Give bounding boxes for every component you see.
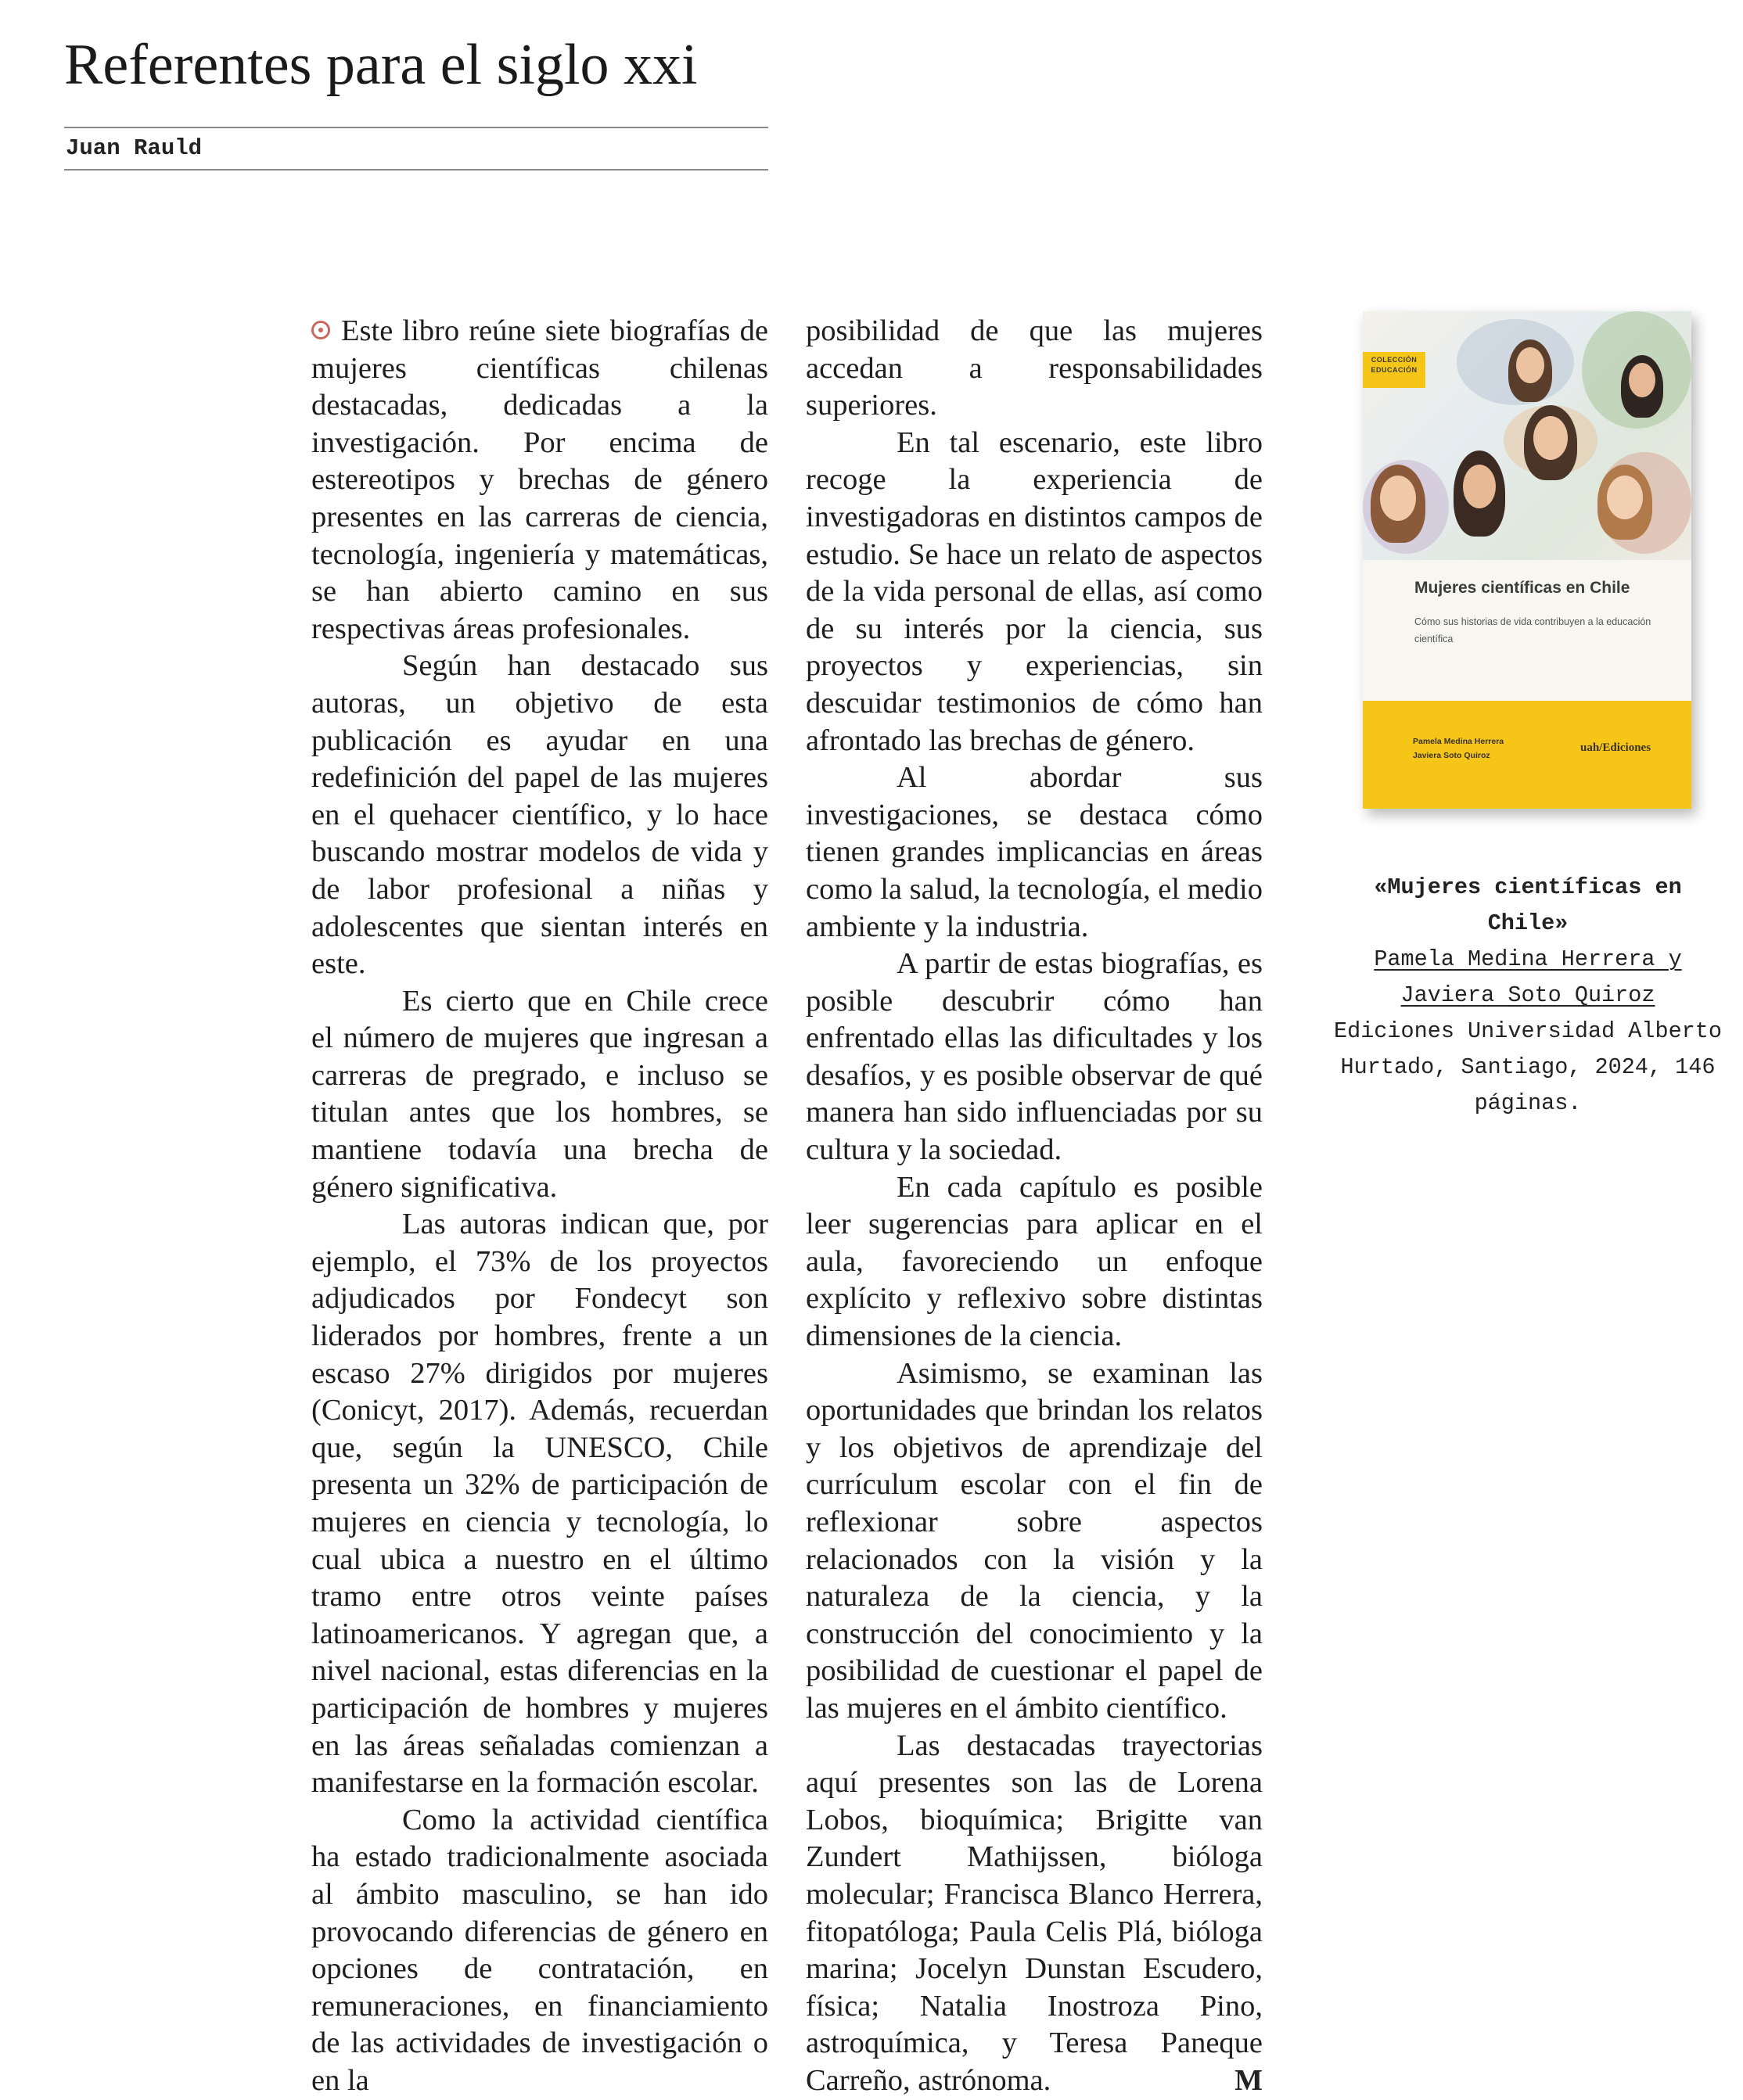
paragraph: En tal escenario, este libro recoge la experiencia de investigadoras en distintos campos de estudio. Se hace un relato de aspectos de la vida personal de ellas, así como de su interés por la ciencia, sus proyectos y experiencias, sin descuidar testimonios de cómo han afrontado las brechas de género. (806, 425, 1263, 757)
cover-title: Mujeres científicas en Chile (1414, 579, 1630, 597)
cover-author: Javiera Soto Quiroz (1413, 751, 1490, 760)
caption-authors: Pamela Medina Herrera y Javiera Soto Quiroz (1374, 946, 1682, 1008)
paragraph: Asimismo, se examinan las oportunidades que brindan los relatos y los objetivos de aprendizaje del currículum escolar con el fin de reflexionar sobre aspectos relacionados con la visión y la naturaleza de la ciencia, y la construcción del conocimiento y la posibilidad de cuestionar el papel de las mujeres en el ámbito científico. (806, 1356, 1263, 1725)
paragraph: Las autoras indican que, por ejemplo, el 73% de los proyectos adjudicados por Fondecyt son liderados por hombres, frente a un escaso 27% dirigidos por mujeres (Conicyt, 2017). Además, recuerdan que, según la UNESCO, Chile presenta un 32% de participación de mujeres en ciencia y tecnología, lo cual ubica a nuestro en el último tramo entre otros veinte países latinoamericanos. Y agregan que, a nivel nacional, estas diferencias en la participación de hombres y mujeres en las áreas señaladas comienzan a manifestarse en la formación escolar. (311, 1208, 768, 1800)
paragraph: Este libro reúne siete biografías de mujeres científicas chilenas destacadas, dedicadas a la investigación. Por encima de estereotipos y brechas de género presentes en las carreras de ciencia, tecnología, ingeniería y matemáticas, se han abierto camino en sus respectivas áreas profesionales. (311, 314, 768, 645)
cover-subtitle: Cómo sus historias de vida contribuyen a la educación científica (1414, 616, 1651, 644)
article-title: Referentes para el siglo xxi (64, 33, 698, 97)
cover-author: Pamela Medina Herrera (1413, 737, 1504, 746)
paragraph: A partir de estas biografías, es posible descubrir cómo han enfrentado ellas las dificultades y los desafíos, y es posible observar de qué manera han sido influenciadas por su cultura y la sociedad. (806, 947, 1263, 1167)
cover-yellow-band (1363, 701, 1691, 809)
book-caption (1330, 870, 1726, 1122)
publisher-logo: uah/Ediciones (1580, 741, 1651, 754)
paragraph: Al abordar sus investigaciones, se destaca cómo tienen grandes implicancias en áreas como la salud, la tecnología, el medio ambiente y la industria. (806, 761, 1263, 943)
paragraph: Según han destacado sus autoras, un objetivo de esta publicación es ayudar en una redefinición del papel de las mujeres en el quehacer científico, y lo hace buscando mostrar modelos de vida y de labor profesional a niñas y adolescentes que sientan interés en este. (311, 649, 768, 981)
title-rule-top (64, 127, 768, 128)
caption-publication: Ediciones Universidad Alberto Hurtado, Santiago, 2024, 146 páginas. (1334, 1018, 1722, 1116)
paragraph: En cada capítulo es posible leer sugerencias para aplicar en el aula, favoreciendo un enfoque explícito y reflexivo sobre distintas dimensiones de la ciencia. (806, 1170, 1263, 1353)
caption-book-title: «Mujeres científicas en Chile» (1374, 874, 1682, 936)
cover-illustration (1363, 311, 1691, 560)
text-column-left (311, 313, 768, 2100)
end-mark-icon: M (1234, 2063, 1263, 2097)
paragraph: Es cierto que en Chile crece el número de mujeres que ingresan a carreras de pregrado, e incluso se titulan antes que los hombres, se mantiene todavía una brecha de género significativa. (311, 984, 768, 1204)
paragraph: posibilidad de que las mujeres accedan a responsabilidades superiores. (806, 314, 1263, 422)
article-author: Juan Rauld (66, 135, 203, 161)
paragraph: Como la actividad científica ha estado tradicionalmente asociada al ámbito masculino, se han ido provocando diferencias de género en opciones de contratación, en remuneraciones, en financiamiento de las actividades de investigación o en la (311, 1803, 768, 2097)
cover-authors (1413, 734, 1504, 763)
paragraph: Las destacadas trayectorias aquí presentes son las de Lorena Lobos, bioquímica; Brigitte van Zundert Mathijssen, bióloga molecular; Francisca Blanco Herrera, fitopatóloga; Paula Celis Plá, bióloga marina; Jocelyn Dunstan Escudero, física; Natalia Inostroza Pino, astroquímica, y Teresa Paneque Carreño, astrónoma. M (806, 1728, 1263, 2100)
collection-label: COLECCIÓN EDUCACIÓN (1371, 356, 1418, 374)
book-cover (1363, 311, 1691, 809)
title-rule-bottom (64, 169, 768, 171)
text-column-right (806, 313, 1263, 2100)
ornament-icon (311, 321, 330, 339)
